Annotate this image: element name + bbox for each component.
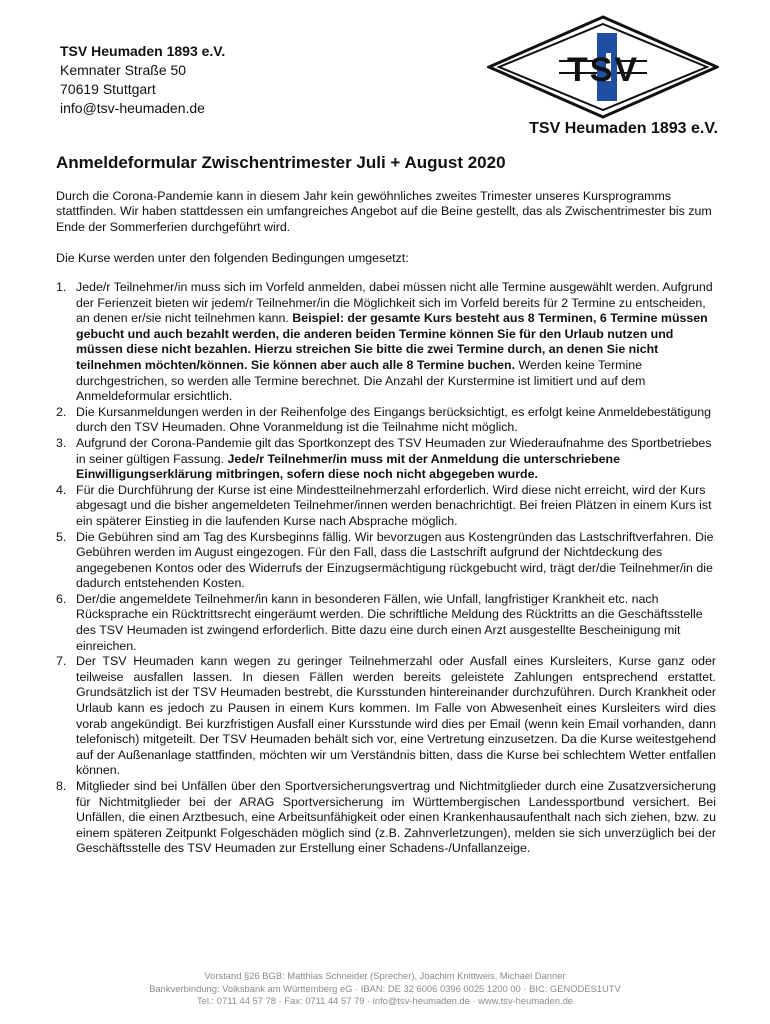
term-item [56,436,716,483]
term-text: Der/die angemeldete Teilnehmer/in kann in besonderen Fällen, wie Unfall, langfristiger Krankheit etc. nach Rücksprache ein Rücktrittsrecht eingeräumt werden. Die schriftliche Meldung des Rücktritts an die Geschäftsstelle des TSV Heumaden ist zwingend erforderlich. Bitte dazu eine durch einen Arzt ausgestellte Bescheinigung mit einreichen. [76,591,703,653]
sender-email: info@tsv-heumaden.de [60,100,205,116]
term-text: Die Gebühren sind am Tag des Kursbeginns fällig. Wir bevorzugen aus Kostengründen das Lastschriftverfahren. Die Gebühren werden im August eingezogen. Für den Fall, dass die Lastschrift aufgrund der Nichtdeckung des angegebenen Kontos oder des Widerrufs der Einzugsermächtigung rückgebucht wird, trägt der/die Teilnehmer/in die dadurch entstehenden Kosten. [76,529,714,591]
term-item [56,530,716,592]
term-number: 1. [56,280,67,294]
footer-bank: Bankverbindung: Volksbank am Württemberg eG · IBAN: DE 32 6006 0396 0025 1200 00 · BIC: GENODES1UTV [149,982,621,994]
sender-city: 70619 Stuttgart [60,81,156,97]
term-item [56,483,716,530]
term-text: Aufgrund der Corona-Pandemie gilt das Sportkonzept des TSV Heumaden zur Wiederaufnahme des Sportbetriebes in seiner gültigen Fassung. [76,435,712,466]
term-number: 5. [56,529,67,544]
term-text: Mitglieder sind bei Unfällen über den Sportversicherungsvertrag und Nichtmitglieder durch eine Zusatzversicherung für Nichtmitglieder bei der ARAG Sportversicherung im Württembergischen Landessportbund versichert. Bei Unfällen, die einen Arztbesuch, eine Arbeitsunfähigkeit oder einen Krankenhausaufenthalt nach sich ziehen, bzw. zu einem späteren Zeitpunkt Folgeschäden möglich sind (z.B. Zahnverletzungen), melden sie sich unverzüglich bei der Geschäftsstelle des TSV Heumaden zur Erstellung einer Schadens-/Unfallanzeige. [76,779,716,856]
term-number: 8. [56,779,67,793]
term-number: 4. [56,482,67,497]
sender-street: Kemnater Straße 50 [60,62,187,78]
term-number: 6. [56,591,67,606]
term-text: Der TSV Heumaden kann wegen zu geringer Teilnehmerzahl oder Ausfall eines Kursleiters, Kurse ganz oder teilweise ausfallen lassen. In diesen Fällen werden bereits geleistete Zahlungen entsprechend erstattet. Grundsätzlich ist der TSV Heumaden bestrebt, die Kursstunden hintereinander durchzuführen. Durch Krankheit oder Urlaub kann es jedoch zu Pausen in einem Kurs kommen. Im Falle von Abwesenheit eines Kursleiters wird dies vorab angekündigt. Bei kurzfristigen Ausfall einer Kursstunde wird dies per Email (wenn kein Email vorhanden, dann telefonisch) mitgeteilt. Der TSV Heumaden behält sich vor, eine Vertretung einzusetzen. Da die Kurse weitestgehend auf der Außenanlage stattfinden, möchten wir um Verständnis bitten, dass die Kurse bei schlechtem Wetter entfallen können. [76,654,716,778]
form-title: Anmeldeformular Zwischentrimester Juli + August 2020 [56,153,506,172]
club-name-right: TSV Heumaden 1893 e.V. [529,120,718,137]
footer-contact: Tel.: 0711 44 57 78 · Fax: 0711 44 57 79 · info@tsv-heumaden.de · www.tsv-heumaden.de [196,995,574,1007]
term-item [56,280,716,405]
term-text-continued: Werden keine Termine durchgestrichen, so werden alle Termine berechnet. Die Anzahl der Kurstermine ist limitiert und auf dem Anmeldeformular ersichtlich. [76,357,646,404]
sender-org-name: TSV Heumaden 1893 e.V. [60,43,226,59]
term-item [56,405,716,436]
term-text: Für die Durchführung der Kurse ist eine Mindestteilnehmerzahl erforderlich. Wird diese nicht erreicht, wird der Kurs abgesagt und die bisher angemeldeten Teilnehmer/innen werden benachrichtigt. Bei freien Plätzen in einem Kurs ist ein späterer Einstieg in die laufenden Kurse nach Absprache möglich. [76,482,712,528]
term-text: Jede/r Teilnehmer/in muss sich im Vorfeld anmelden, dabei müssen nicht alle Termine ausgewählt werden. Aufgrund der Ferienzeit bieten wir jedem/r Teilnehmer/in die Möglichkeit sich im Vorfeld bereits für 2 Termine zu entscheiden, an denen er/sie nicht teilnehmen kann. [76,280,713,326]
term-bold-text: Jede/r Teilnehmer/in muss mit der Anmeldung die unterschriebene Einwilligungserklärung mitbringen, sofern diese noch nicht abgegeben wurde. [76,451,620,482]
term-number: 2. [56,404,67,419]
conditions-intro: Die Kurse werden unter den folgenden Bedingungen umgesetzt: [56,251,409,265]
term-item [56,779,716,857]
club-logo [487,15,719,119]
term-bold-text: Beispiel: der gesamte Kurs besteht aus 8 Terminen, 6 Termine müssen gebucht und auch bezahlt werden, die anderen beiden Termine können Sie für den Urlaub nutzen und müssen diese nicht bezahlen. Hierzu streichen Sie bitte die zwei Termine durch, an denen Sie nicht teilnehmen möchten/können. Sie können aber auch alle 8 Termine buchen. [76,311,708,372]
term-number: 3. [56,435,67,450]
intro-paragraph: Durch die Corona-Pandemie kann in diesem Jahr kein gewöhnliches zweites Trimester unseres Kursprogramms stattfinden. Wir haben stattdessen ein umfangreiches Angebot auf die Beine gestellt, das als Zwischentrimester bis zum Ende der Sommerferien durchgeführt wird. [56,189,712,234]
page-footer [0,970,770,1008]
term-text: Die Kursanmeldungen werden in der Reihenfolge des Eingangs berücksichtigt, es erfolgt keine Anmeldebestätigung durch den TSV Heumaden. Ohne Voranmeldung ist die Teilnahme nicht möglich. [76,404,712,435]
terms-list [56,280,716,857]
term-item [56,592,716,654]
term-number: 7. [56,654,67,669]
footer-board: Vorstand §26 BGB: Matthias Schneider (Sprecher), Joachim Knittweis, Michael Danner [204,970,566,981]
term-item [56,654,716,779]
sender-address [60,42,225,118]
logo-letters: TSV [566,51,640,89]
